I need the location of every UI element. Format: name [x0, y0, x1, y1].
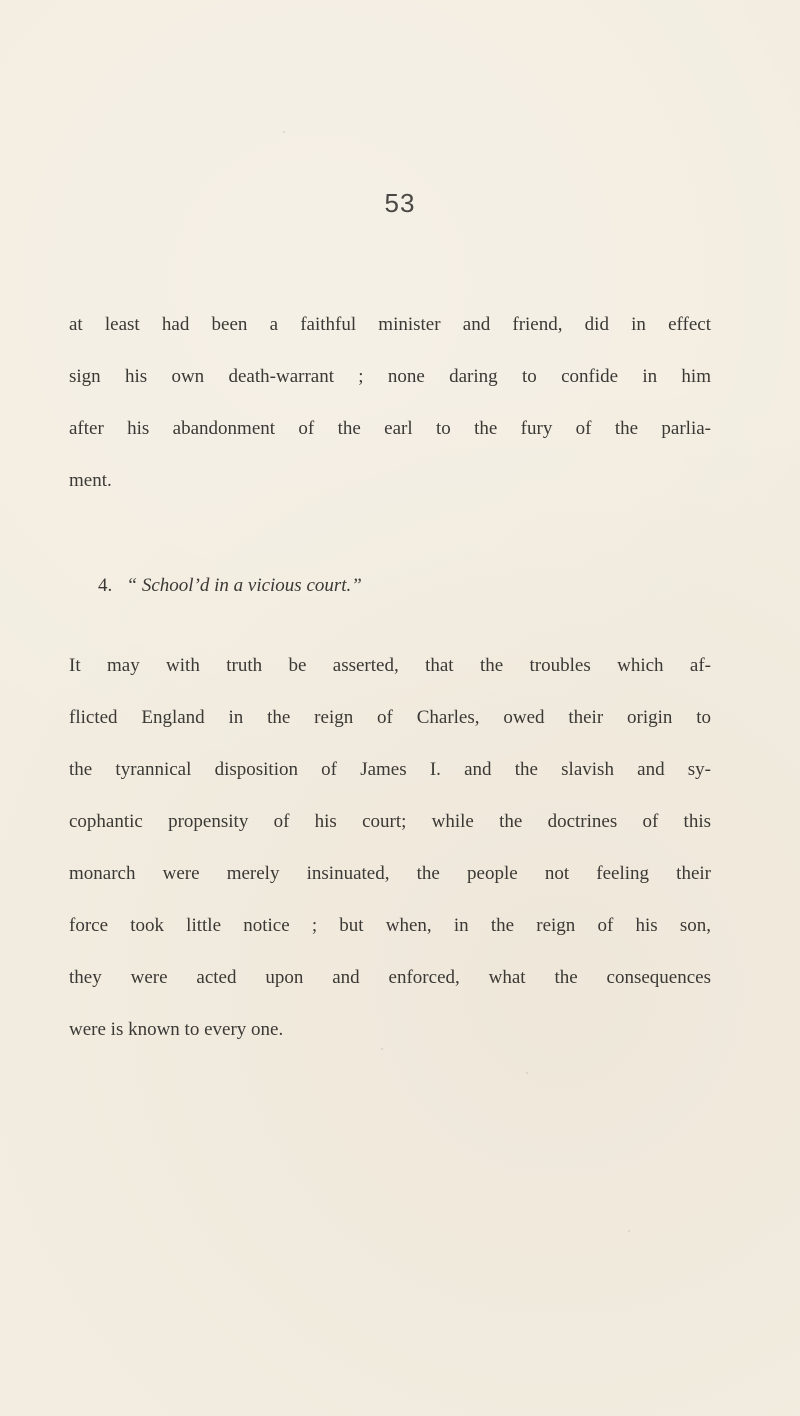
- section-number: 4.: [98, 575, 113, 596]
- section-title: “ School’d in a vicious court.”: [126, 575, 362, 596]
- paragraph-1-line-3: after his abandonment of the earl to the fury of the parlia-: [69, 418, 711, 439]
- paragraph-2-line-6: force took little notice ; but when, in the reign of his son,: [69, 915, 711, 936]
- paragraph-2-line-1: It may with truth be asserted, that the troubles which af-: [69, 655, 711, 676]
- paragraph-2-line-7: they were acted upon and enforced, what the consequences: [69, 967, 711, 988]
- page-number: 53: [384, 188, 416, 218]
- paper-speck: [381, 1048, 383, 1050]
- paragraph-2-line-2: flicted England in the reign of Charles, owed their origin to: [69, 707, 711, 728]
- paragraph-1-line-2: sign his own death-warrant ; none daring to confide in him: [69, 366, 711, 387]
- paragraph-2-line-3: the tyrannical disposition of James I. and the slavish and sy-: [69, 759, 711, 780]
- section-heading: [98, 574, 362, 598]
- paragraph-2-line-5: monarch were merely insinuated, the people not feeling their: [69, 863, 711, 884]
- paragraph-2-line-4: cophantic propensity of his court; while the doctrines of this: [69, 811, 711, 832]
- paragraph-2-line-8: were is known to every one.: [69, 1019, 284, 1040]
- paragraph-1-line-1: at least had been a faithful minister and friend, did in effect: [69, 314, 711, 335]
- paper-speck: [526, 1072, 528, 1074]
- paper-speck: [628, 1230, 630, 1232]
- paragraph-1-line-4: ment.: [69, 470, 112, 491]
- paper-speck: [283, 131, 285, 133]
